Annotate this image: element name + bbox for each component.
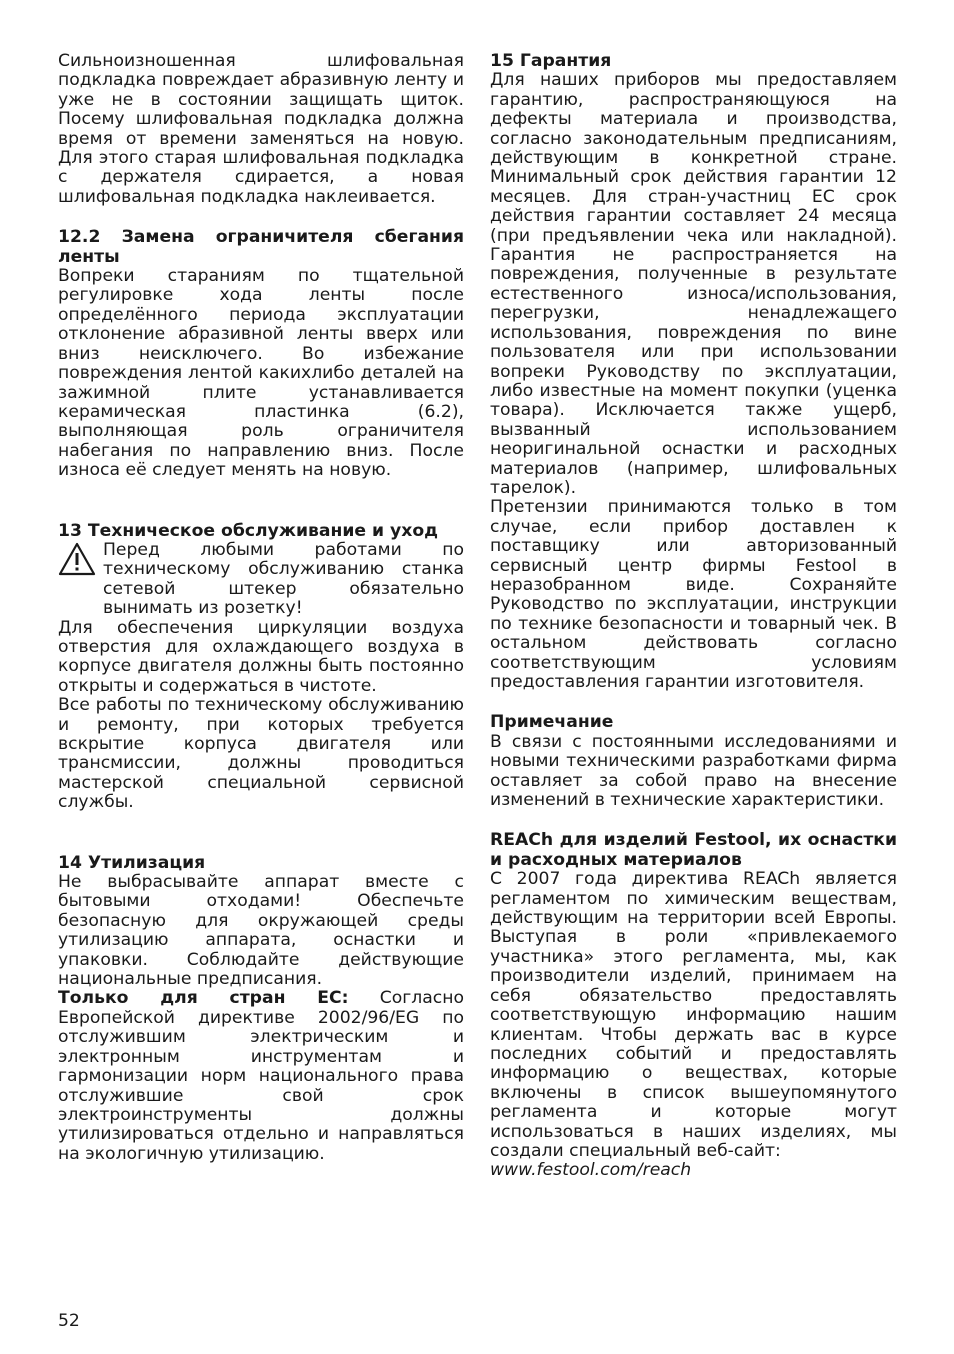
reach-heading: REACh для изделий Festool, их оснастки и расходных материалов [490, 830, 897, 870]
warranty-paragraph-1: Для наших приборов мы предоставляем гарантию, распространяющуюся на дефекты материала и производства, согласно законодательным предписаниям, действующим в конкретной стране. Минимальный срок действия гарантии 12 месяцев. Для стран-участниц ЕС срок действия гарантии составляет 24 месяца (при предъявлении чека или накладной). Гарантия не распространяется на повреждения, полученные в результате естественного износа/использования, перегрузки, ненадлежащего использования, повреждения по вине пользователя или при использовании вопреки Руководству по эксплуатации, либо известные на момент покупки (уценка товара). Исключается также ущерб, вызванный использованием неоригинальной оснастки и расходных материалов (например, шлифовальных тарелок). [490, 70, 897, 498]
section-13-paragraph-2: Все работы по техническому обслуживанию и ремонту, при которых требуется вскрытие корпуса двигателя или трансмиссии, должны проводиться мастерской специальной сервисной службы. [58, 695, 464, 813]
reach-link[interactable]: www.festool.com/reach [490, 1160, 692, 1181]
maintenance-warning [58, 541, 464, 619]
section-14-paragraph-1: Не выбрасывайте аппарат вместе с бытовыми отходами! Обеспечьте безопасную для окружающей среды утилизацию аппарата, оснастки и упаковки. Соблюдайте действующие национальные предписания. [58, 872, 464, 990]
section-14-paragraph-2 [58, 989, 464, 1164]
section-13-heading: 13 Техническое обслуживание и уход [58, 520, 439, 541]
warranty-paragraph-2: Претензии принимаются только в том случае, если прибор доставлен к поставщику или авторизованный сервисный центр фирмы Festool в неразобранном виде. Сохраняйте Руководство по эксплуатации, инструкции по технике безопасности и товарный чек. В остальном действовать согласно соответствующим условиям предоставления гарантии изготовителя. [490, 497, 897, 692]
section-14-heading: 14 Утилизация [58, 852, 206, 873]
eu-only-text: Согласно Европейской директиве 2002/96/EG по отслужившим электрическим и электронным инструментам и гармонизации норм национального права отслужившие свой срок электроинструменты должны утилизироваться отдельно и направляться на экологичную утилизацию. [58, 988, 464, 1164]
reach-text: С 2007 года директива REACh является регламентом по химическим веществам, действующим на территории всей Европы. Выступая в роли «привлекаемого участника» этого регламента, мы, как производители изделий, принимаем на себя обязательство предоставлять соответствующую информацию нашим клиентам. Чтобы держать вас в курсе последних событий и предоставлять информацию о веществах, которые включены в список вышеупомянутого регламента и которые могут использоваться в наших изделиях, мы создали специальный веб-сайт: [490, 869, 897, 1161]
right-column [490, 52, 897, 1181]
left-column [58, 52, 464, 1164]
eu-only-label: Только для стран ЕС: [58, 988, 349, 1009]
warning-triangle-icon [58, 542, 96, 576]
note-heading: Примечание [490, 712, 614, 733]
section-12-2-heading: 12.2 Замена ограничителя сбегания ленты [58, 227, 464, 267]
section-12-2-text: Вопреки стараниям по тщательной регулировке хода ленты после определённого периода эксплуатации отклонение абразивной ленты вверх или вниз неисключего. Во избежание повреждения лентой какихлибо деталей на зажимной плите устанавливается керамическая пластинка (6.2), выполняющая роль ограничителя набегания по направлению вниз. После износа её следует менять на новую. [58, 266, 464, 481]
intro-paragraph: Сильноизношенная шлифовальная подкладка повреждает абразивную ленту и уже не в состоянии защищать щиток. Посему шлифовальная подкладка должна время от времени заменяться на новую. Для этого старая шлифовальная подкладка с держателя сдирается, а новая шлифовальная подкладка наклеивается. [58, 51, 464, 207]
section-15-heading: 15 Гарантия [490, 51, 612, 71]
warning-text: Перед любыми работами по техническому обслуживанию станка сетевой штекер обязательно вынимать из розетку! [103, 539, 464, 619]
page-number: 52 [58, 1311, 80, 1331]
note-text: В связи с постоянными исследованиями и новыми техническими разработками фирма оставляет за собой право на внесение изменений в технические характеристики. [490, 731, 897, 811]
section-13-paragraph-1: Для обеспечения циркуляции воздуха отверстия для охлаждающего воздуха в корпусе двигателя должны быть постоянно открыты и содержаться в чистоте. [58, 617, 464, 696]
